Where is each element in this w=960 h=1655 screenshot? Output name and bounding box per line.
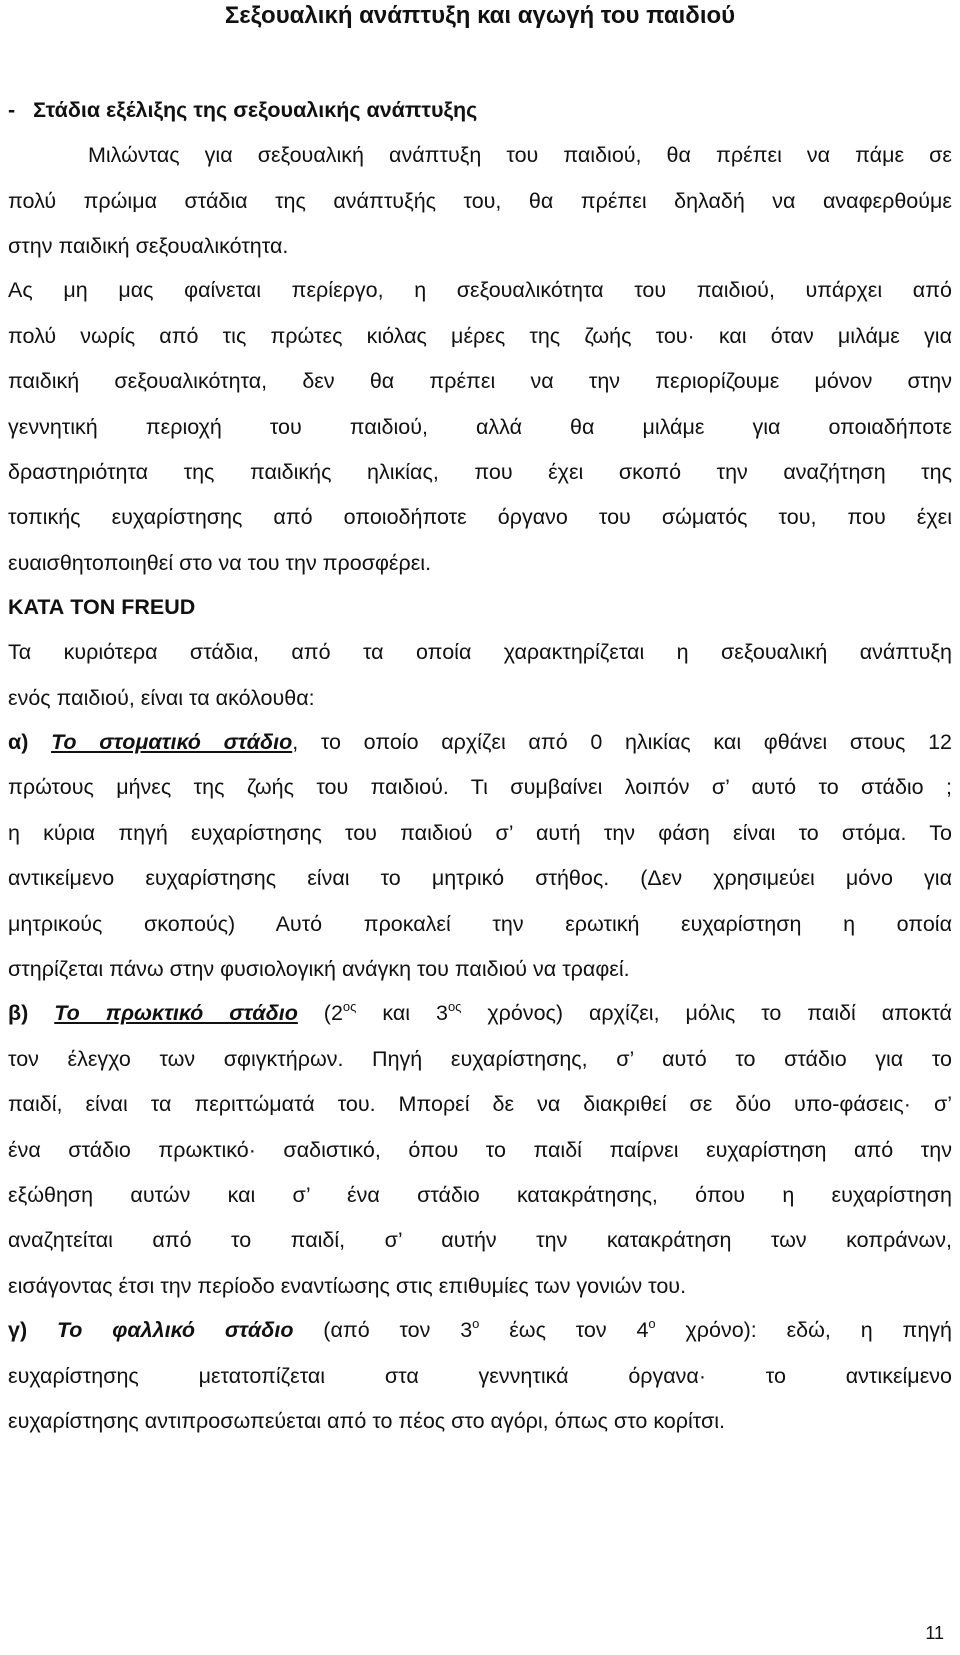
stage-c-part-1: (από τον 3 (293, 1318, 473, 1342)
stage-b-part-3: χρόνος) αρχίζει, μόλις το παιδί αποκτά (461, 1001, 952, 1025)
stage-b-line-5: εξώθηση αυτών και σ’ ένα στάδιο κατακράτησης, όπου η ευχαρίστηση (8, 1183, 952, 1207)
section-dash: - (8, 98, 16, 122)
stage-c-sup-1: ο (472, 1316, 480, 1331)
stage-c-name: Το φαλλικό στάδιο (56, 1318, 294, 1342)
stage-c-part-3: χρόνο): εδώ, η πηγή (655, 1318, 952, 1342)
stage-b-part-2: και 3 (356, 1001, 448, 1025)
intro-line-2: πολύ πρώιμα στάδια της ανάπτυξής του, θα πρέπει δηλαδή να αναφερθούμε (8, 189, 952, 213)
stage-b-line-3: παιδί, είναι τα περιττώματά του. Μπορεί δε να διακριθεί σε δύο υπο-φάσεις· σ’ (8, 1092, 952, 1116)
stage-a-line-5: μητρικούς σκοπούς) Αυτό προκαλεί την ερωτική ευχαρίστηση η οποία (8, 912, 952, 936)
stage-b-part-1: (2 (297, 1001, 343, 1025)
stage-b-line-6: αναζητείται από το παιδί, σ’ αυτήν την κατακράτηση των κοπράνων, (8, 1228, 952, 1252)
stage-b-line-4: ένα στάδιο πρωκτικό· σαδιστικό, όπου το παιδί παίρνει ευχαρίστηση από την (8, 1138, 952, 1162)
section-heading-line (8, 96, 952, 124)
stage-a-first-rest: , το οποίο αρχίζει από 0 ηλικίας και φθάνει στους 12 (292, 730, 952, 754)
para2-line-2: ενός παιδιού, είναι τα ακόλουθα: (8, 686, 315, 710)
para1-line-6: τοπικής ευχαρίστησης από οποιοδήποτε όργανο του σώματός του, που έχει (8, 505, 952, 529)
page-number: 11 (925, 1623, 944, 1643)
stage-a-line-6: στηρίζεται πάνω στην φυσιολογική ανάγκη του παιδιού να τραφεί. (8, 957, 630, 981)
intro-line-3: στην παιδική σεξουαλικότητα. (8, 234, 289, 258)
stage-b-name: Το πρωκτικό στάδιο (54, 1001, 298, 1025)
stage-a-line-3: η κύρια πηγή ευχαρίστησης του παιδιού σ’ αυτή την φάση είναι το στόμα. Το (8, 821, 952, 845)
intro-line-1: Μιλώντας για σεξουαλική ανάπτυξη του παιδιού, θα πρέπει να πάμε σε (88, 143, 952, 167)
stage-c-line-2: ευχαρίστησης μετατοπίζεται στα γεννητικά όργανα· το αντικείμενο (8, 1364, 952, 1388)
stage-c-part-2: έως τον 4 (479, 1318, 649, 1342)
stage-b-sup-1: ος (342, 999, 357, 1014)
stage-b-sup-2: ος (447, 999, 462, 1014)
para1-line-4: γεννητική περιοχή του παιδιού, αλλά θα μιλάμε για οποιαδήποτε (8, 415, 952, 439)
stage-a-label: α) (8, 730, 29, 754)
stage-a-line-4: αντικείμενο ευχαρίστησης είναι το μητρικό στήθος. (Δεν χρησιμεύει μόνο για (8, 866, 952, 890)
stage-a-name: Το στοματικό στάδιο (51, 730, 293, 754)
stage-b-line-1 (8, 999, 952, 1027)
para1-line-3: παιδική σεξουαλικότητα, δεν θα πρέπει να την περιορίζουμε μόνον στην (8, 369, 952, 393)
freud-heading: ΚΑΤΑ ΤΟΝ FREUD (8, 595, 196, 619)
stage-c-sup-2: ο (648, 1316, 656, 1331)
section-heading: Στάδια εξέλιξης της σεξουαλικής ανάπτυξης (33, 98, 478, 122)
page-title: Σεξουαλική ανάπτυξη και αγωγή του παιδιού (224, 2, 736, 29)
stage-a-line-2: πρώτους μήνες της ζωής του παιδιού. Τι συμβαίνει λοιπόν σ’ αυτό το στάδιο ; (8, 775, 952, 799)
para1-line-2: πολύ νωρίς από τις πρώτες κιόλας μέρες της ζωής του· και όταν μιλάμε για (8, 324, 952, 348)
stage-a-line-1 (8, 728, 952, 756)
stage-b-line-2: τον έλεγχο των σφιγκτήρων. Πηγή ευχαρίστησης, σ’ αυτό το στάδιο για το (8, 1047, 952, 1071)
para1-line-1: Ας μη μας φαίνεται περίεργο, η σεξουαλικότητα του παιδιού, υπάρχει από (8, 278, 952, 302)
para1-line-7: ευαισθητοποιηθεί στο να του την προσφέρει. (8, 551, 432, 575)
stage-b-label: β) (8, 1001, 29, 1025)
para1-line-5: δραστηριότητα της παιδικής ηλικίας, που έχει σκοπό την αναζήτηση της (8, 460, 952, 484)
para2-line-1: Τα κυριότερα στάδια, από τα οποία χαρακτηρίζεται η σεξουαλική ανάπτυξη (8, 640, 952, 664)
stage-c-label: γ) (8, 1318, 28, 1342)
stage-b-line-7: εισάγοντας έτσι την περίοδο εναντίωσης στις επιθυμίες των γονιών του. (8, 1274, 687, 1298)
stage-c-line-1 (8, 1316, 952, 1344)
stage-c-line-3: ευχαρίστησης αντιπροσωπεύεται από το πέος στο αγόρι, όπως στο κορίτσι. (8, 1409, 725, 1433)
